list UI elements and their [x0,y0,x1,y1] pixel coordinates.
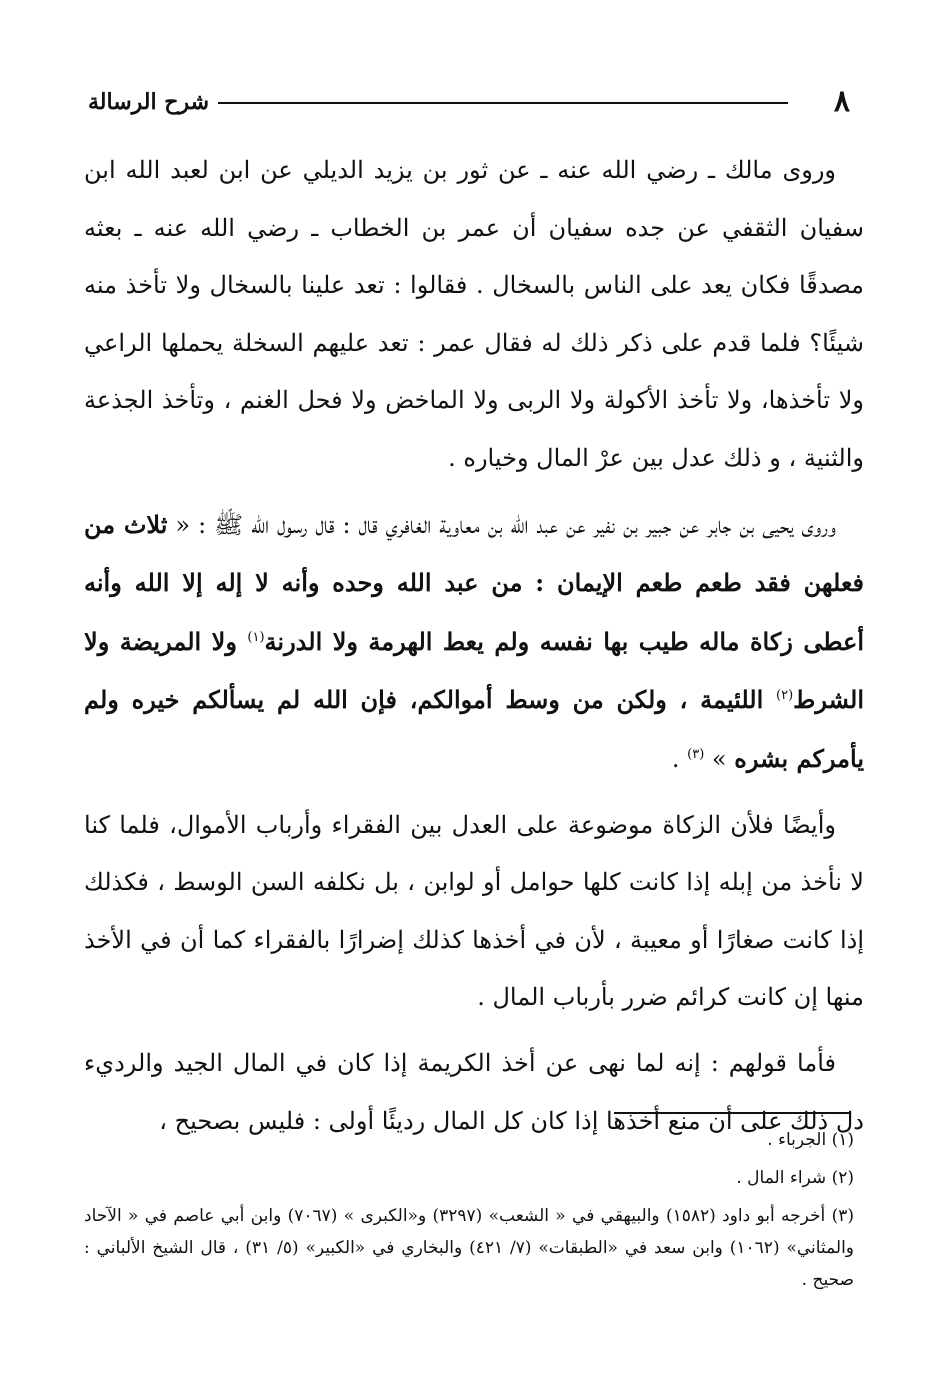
running-title: شرح الرسالة [88,89,210,115]
paragraph-umar-sakhal: وروى مالك ـ رضي الله عنه ـ عن ثور بن يزيد الديلي عن ابن لعبد الله ابن سفيان الثقفي عن جده سفيان أن عمر بن الخطاب ـ رضي الله عنه ـ بعثه مصدقًا فكان يعد على الناس بالسخال . فقالوا : تعد علينا بالسخال ولا تأخذ منه شيئًا؟ فلما قدم على ذكر ذلك له فقال عمر : تعد عليهم السخلة يحملها الراعي ولا تأخذها، ولا تأخذ الأكولة ولا الربى ولا الماخض ولا فحل الغنم ، وتأخذ الجذعة والثنية ، و ذلك عدل بين عرْ المال وخياره . [84,156,864,472]
paragraph-objection: فأما قولهم : إنه لما نهى عن أخذ الكريمة إذا كان في المال الجيد والرديء دل ذلك على أن منع أخذها إذا كان كل المال رديئًا أولى : فليس بصحيح ، [84,1048,864,1135]
footnote-separator [614,1112,850,1114]
footnote-1: (١) الجرباء . [767,1130,854,1150]
hadith-close-quote: » [704,744,735,773]
footnote-3: (٣) أخرجه أبو داود (١٥٨٢) والبيهقي في « الشعب» (٣٢٩٧) و«الكبرى » (٧٠٦٧) وابن أبي عاصم في « الآحاد والمثاني» (١٠٦٢) وابن سعد في «الطبقات» (٧/ ٤٢١) والبخاري في «الكبير» (٥/ ٣١) ، قال الشيخ الألباني : صحيح . [84,1206,855,1290]
running-header [88,82,858,122]
paragraph-hadith [84,496,864,789]
header-rule [218,102,788,104]
hadith-end: . [671,744,688,773]
footnote-ref-2: (٢) [776,688,794,704]
hadith-text-c: اللئيمة ، ولكن من وسط أموالكم، فإن الله لم يسألكم خيره ولم يأمركم بشره [84,685,864,773]
footnote-ref-3: (٣) [687,746,705,762]
hadith-text-a: ثلاث من فعلهن فقد طعم طعم الإيمان : من عبد الله وحده وأنه لا إله إلا الله وأنه أعطى زكاة ماله طيب بها نفسه ولم يعط الهرمة ولا الدرنة [84,509,865,656]
page-number: ٨ [833,84,850,119]
hadith-intro: وروى يحيى بن جابر عن جبير بن نفير عن عبد الله بن معاوية الغافري قال : قال رسول الله ﷺ : « [167,510,837,539]
footnote-2: (٢) شراء المال . [736,1168,854,1188]
hadith-text-b: ولا المريضة ولا الشرط [84,626,864,715]
footnote-ref-1: (١) [247,629,265,645]
footnotes [84,1124,854,1302]
paragraph-justice: وأيضًا فلأن الزكاة موضوعة على العدل بين الفقراء وأرباب الأموال، فلما كنا لا نأخذ من إبله إذا كانت كلها حوامل أو لوابن ، بل نكلفه السن الوسط ، فكذلك إذا كانت صغارًا أو معيبة ، لأن في أخذها كذلك إضرارًا بالفقراء كما أن في الأخذ منها إن كانت كرائم ضرر بأرباب المال . [84,810,864,1012]
main-text [84,142,864,1158]
